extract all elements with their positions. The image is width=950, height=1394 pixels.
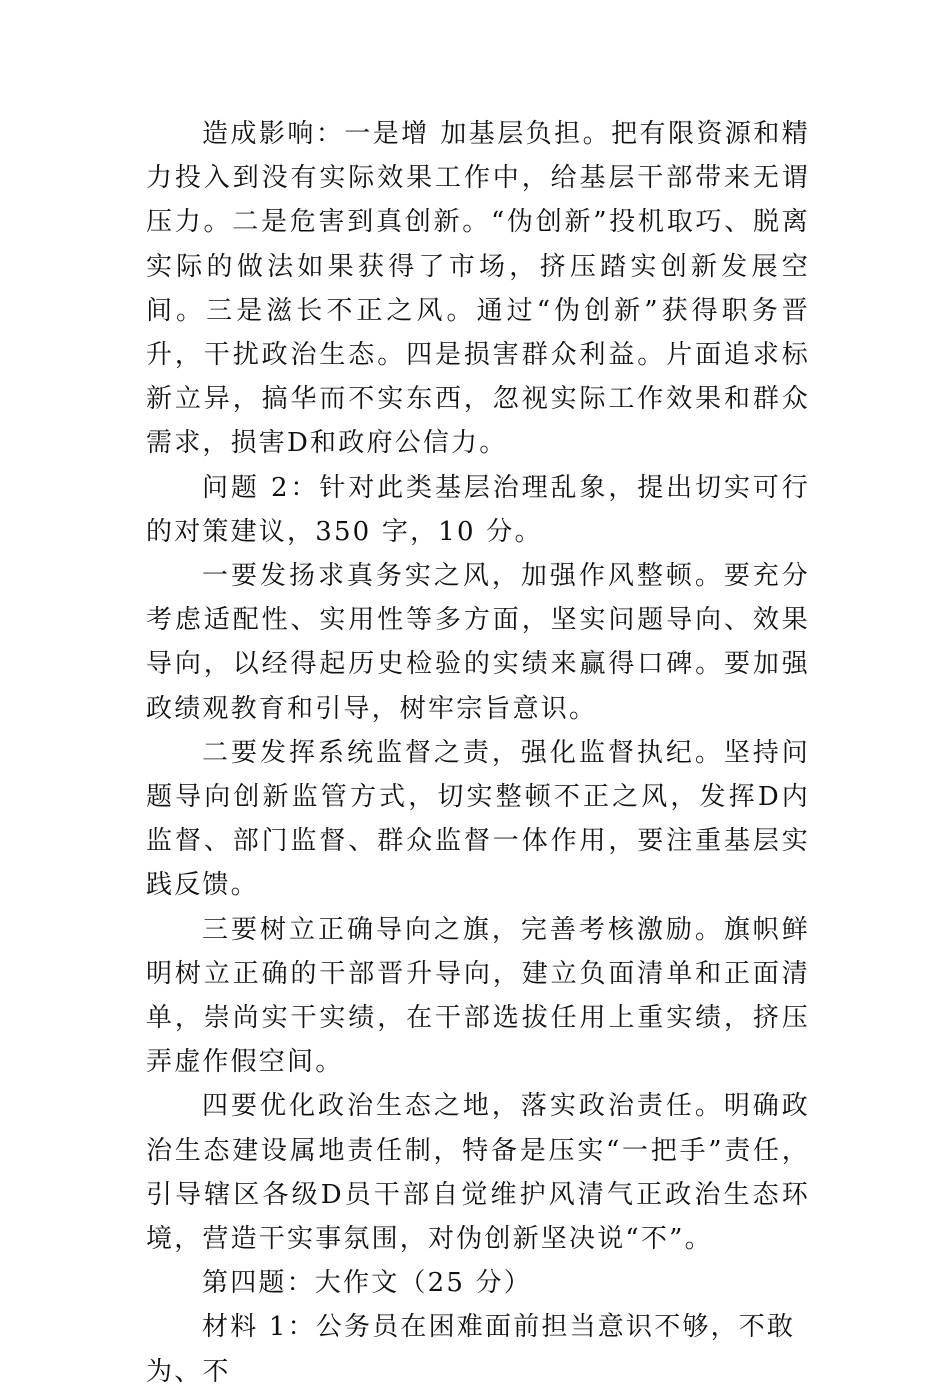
paragraph-measure-3: 三要树立正确导向之旗，完善考核激励。旗帜鲜明树立正确的干部晋升导向，建立负面清单和正面清单，崇尚实干实绩，在干部选拔任用上重实绩，挤压弄虚作假空间。 (146, 914, 810, 1078)
paragraph-measure-2: 二要发挥系统监督之责，强化监督执纪。坚持问题导向创新监管方式，切实整顿不正之风，发挥D内监督、部门监督、群众监督一体作用，要注重基层实践反馈。 (146, 737, 810, 901)
paragraph-question-2: 问题 2：针对此类基层治理乱象，提出切实可行的对策建议，350 字，10 分。 (146, 472, 810, 547)
paragraph-measure-4: 四要优化政治生态之地，落实政治责任。明确政治生态建设属地责任制，特备是压实“一把手”责任，引导辖区各级D员干部自觉维护风清气正政治生态环境，营造干实事氛围，对伪创新坚决说“不”。 (146, 1091, 810, 1255)
document-body (146, 112, 810, 1394)
paragraph-question-4-heading: 第四题：大作文（25 分） (202, 1268, 532, 1299)
paragraph-measure-1: 一要发扬求真务实之风，加强作风整顿。要充分考虑适配性、实用性等多方面，坚实问题导向、效果导向，以经得起历史检验的实绩来赢得口碑。要加强政绩观教育和引导，树牢宗旨意识。 (146, 561, 810, 724)
paragraph-impact: 造成影响：一是增 加基层负担。把有限资源和精力投入到没有实际效果工作中，给基层干部带来无谓压力。二是危害到真创新。“伪创新”投机取巧、脱离实际的做法如果获得了市场，挤压踏实创新发展空间。三是滋长不正之风。通过“伪创新”获得职务晋升，干扰政治生态。四是损害群众利益。片面追求标新立异，搞华而不实东西，忽视实际工作效果和群众需求，损害D和政府公信力。 (146, 119, 810, 459)
paragraph-material-1: 材料 1：公务员在困难面前担当意识不够，不敢为、不 (146, 1312, 796, 1387)
